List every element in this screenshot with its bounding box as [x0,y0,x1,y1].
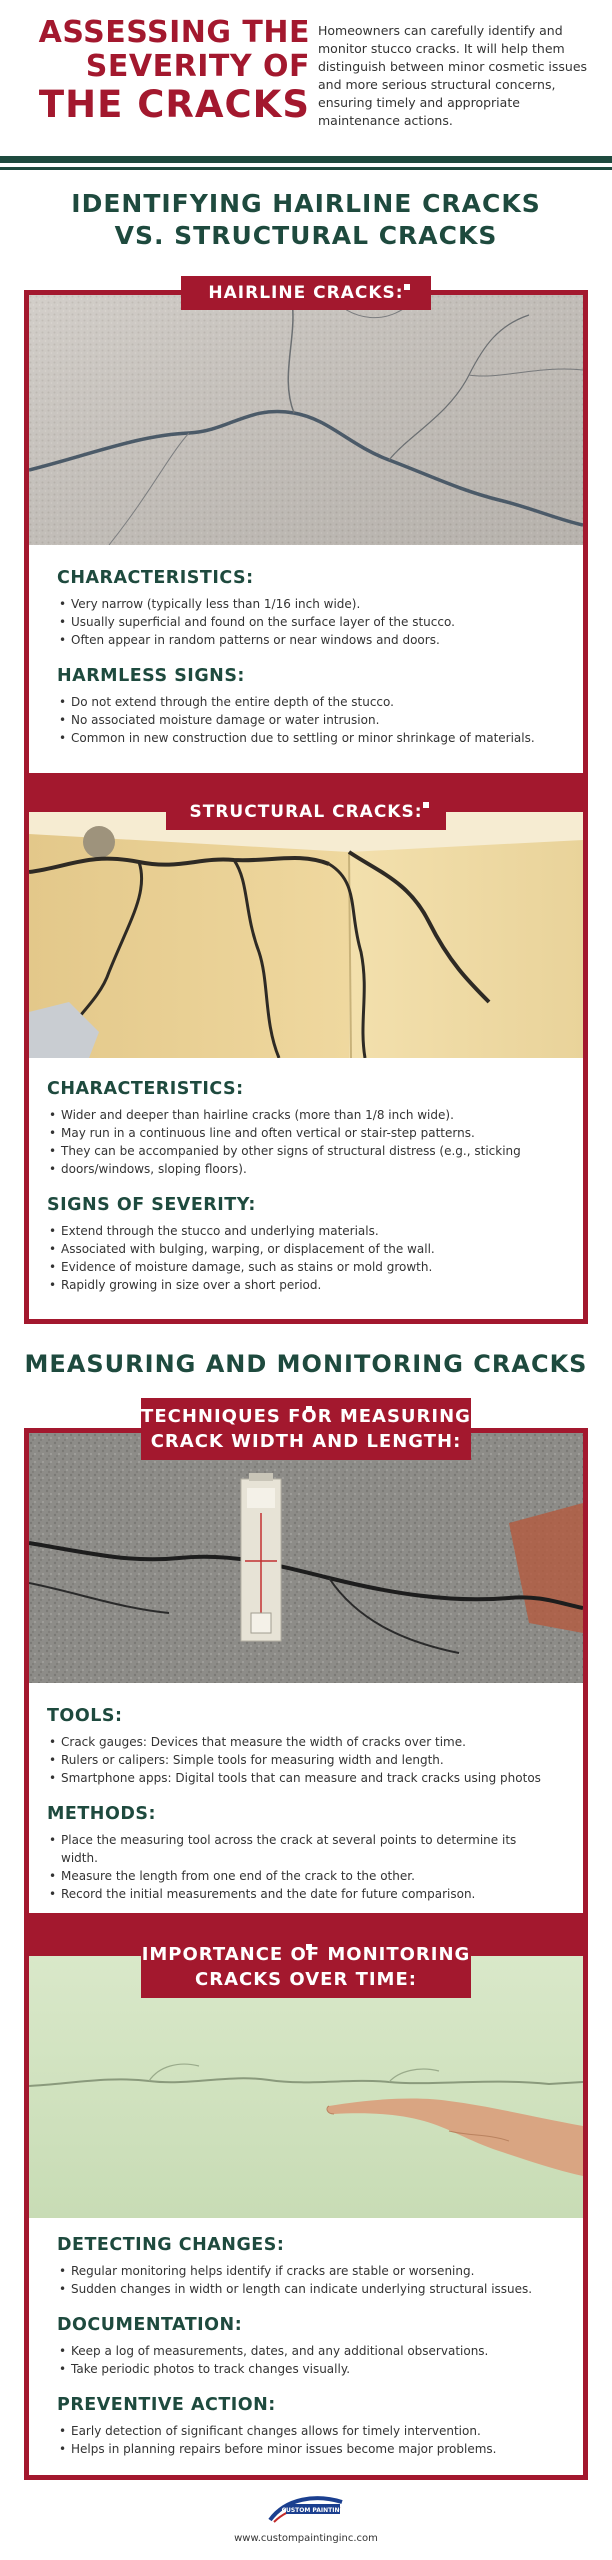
list-item: • Smartphone apps: Digital tools that can measure and track cracks using photos [47,1769,555,1787]
harmless-signs-list [57,693,555,747]
list-item: • Take periodic photos to track changes visually. [57,2360,555,2378]
header-divider-thin [0,167,612,170]
crack-gauge-photo [29,1433,583,1683]
monitoring-ribbon-line-1: IMPORTANCE OF MONITORING [141,1944,471,1965]
list-item: • Helps in planning repairs before minor issues become major problems. [57,2440,555,2458]
hairline-cracks-card [24,290,588,778]
measuring-ribbon [141,1398,471,1460]
monitoring-ribbon-line-2: CRACKS OVER TIME: [195,1969,417,1990]
list-item: • Very narrow (typically less than 1/16 inch wide). [57,595,555,613]
page-title [28,16,310,126]
methods-title: METHODS: [47,1804,156,1824]
list-item: • Rapidly growing in size over a short period. [47,1276,555,1294]
title-line-2: SEVERITY OF [85,49,310,84]
section-heading-line-1: IDENTIFYING HAIRLINE CRACKS [71,189,541,218]
list-item: • Often appear in random patterns or near windows and doors. [57,631,555,649]
section-heading-measuring [0,1348,612,1380]
company-logo [266,2492,346,2528]
title-line-1: ASSESSING THE [38,15,310,50]
list-item: • doors/windows, sloping floors). [47,1160,555,1178]
measuring-details [29,1705,583,1919]
intro-description: Homeowners can carefully identify and monitor stucco cracks. It will help them distinguish between minor cosmetic issues and more serious structural concerns, ensuring timely and appropriate maintenance actions. [318,23,588,128]
list-item: • Rulers or calipers: Simple tools for measuring width and length. [47,1751,555,1769]
list-item: • Keep a log of measurements, dates, and any additional observations. [57,2342,555,2360]
hairline-ribbon-label: HAIRLINE CRACKS: [208,283,404,303]
structural-ribbon [166,794,446,830]
list-item: • Extend through the stucco and underlying materials. [47,1222,555,1240]
measuring-ribbon-line-1: TECHNIQUES FOR MEASURING [141,1406,471,1427]
section-heading-identifying [0,188,612,252]
structural-ribbon-label: STRUCTURAL CRACKS: [189,802,423,822]
list-item: • Crack gauges: Devices that measure the width of cracks over time. [47,1733,555,1751]
tools-title: TOOLS: [47,1706,123,1726]
preventive-action-title: PREVENTIVE ACTION: [57,2395,276,2415]
structural-characteristics-list [47,1106,555,1178]
measuring-techniques-card [24,1428,588,1918]
structural-crack-photo [29,812,583,1058]
measuring-ribbon-line-2: CRACK WIDTH AND LENGTH: [150,1431,462,1452]
methods-list [47,1831,555,1903]
title-line-3: THE CRACKS [38,83,310,126]
logo-text: CUSTOM PAINTING [281,2507,345,2514]
list-item: • Early detection of significant changes allows for timely intervention. [57,2422,555,2440]
hairline-ribbon [181,276,431,310]
hairline-crack-photo [29,295,583,545]
list-item: • Wider and deeper than hairline cracks (more than 1/8 inch wide). [47,1106,555,1124]
structural-details [29,1078,583,1310]
monitoring-details [29,2234,583,2474]
monitoring-card [24,1956,588,2480]
list-item: • Regular monitoring helps identify if cracks are stable or worsening. [57,2262,555,2280]
list-item: • Measure the length from one end of the crack to the other. [47,1867,555,1885]
hairline-characteristics-list [57,595,555,649]
list-item: • May run in a continuous line and often vertical or stair-step patterns. [47,1124,555,1142]
list-item: • Sudden changes in width or length can indicate underlying structural issues. [57,2280,555,2298]
monitoring-ribbon [141,1936,471,1998]
section-heading-line-2: VS. STRUCTURAL CRACKS [114,221,498,250]
signs-of-severity-list [47,1222,555,1294]
list-item: • Evidence of moisture damage, such as stains or mold growth. [47,1258,555,1276]
list-item: • Common in new construction due to settling or minor shrinkage of materials. [57,729,555,747]
header-divider-thick [0,156,612,163]
website-url[interactable]: www.custompaintinginc.com [234,2533,378,2544]
documentation-title: DOCUMENTATION: [57,2315,243,2335]
list-item: • No associated moisture damage or water intrusion. [57,711,555,729]
detecting-changes-title: DETECTING CHANGES: [57,2235,285,2255]
hairline-characteristics-title: CHARACTERISTICS: [57,568,254,588]
section-heading-measuring-text: MEASURING AND MONITORING CRACKS [24,1350,588,1378]
header [0,0,612,150]
list-item: • Record the initial measurements and the date for future comparison. [47,1885,555,1903]
structural-characteristics-title: CHARACTERISTICS: [47,1079,244,1099]
hairline-details [29,567,583,763]
structural-cracks-card [24,812,588,1324]
harmless-signs-title: HARMLESS SIGNS: [57,666,245,686]
list-item: • Usually superficial and found on the surface layer of the stucco. [57,613,555,631]
list-item: • Do not extend through the entire depth of the stucco. [57,693,555,711]
list-item: • They can be accompanied by other signs of structural distress (e.g., sticking [47,1142,555,1160]
signs-of-severity-title: SIGNS OF SEVERITY: [47,1195,256,1215]
list-item: • Place the measuring tool across the crack at several points to determine its width. [47,1831,555,1867]
documentation-list [57,2342,555,2378]
detecting-changes-list [57,2262,555,2298]
tools-list [47,1733,555,1787]
preventive-action-list [57,2422,555,2458]
list-item: • Associated with bulging, warping, or displacement of the wall. [47,1240,555,1258]
